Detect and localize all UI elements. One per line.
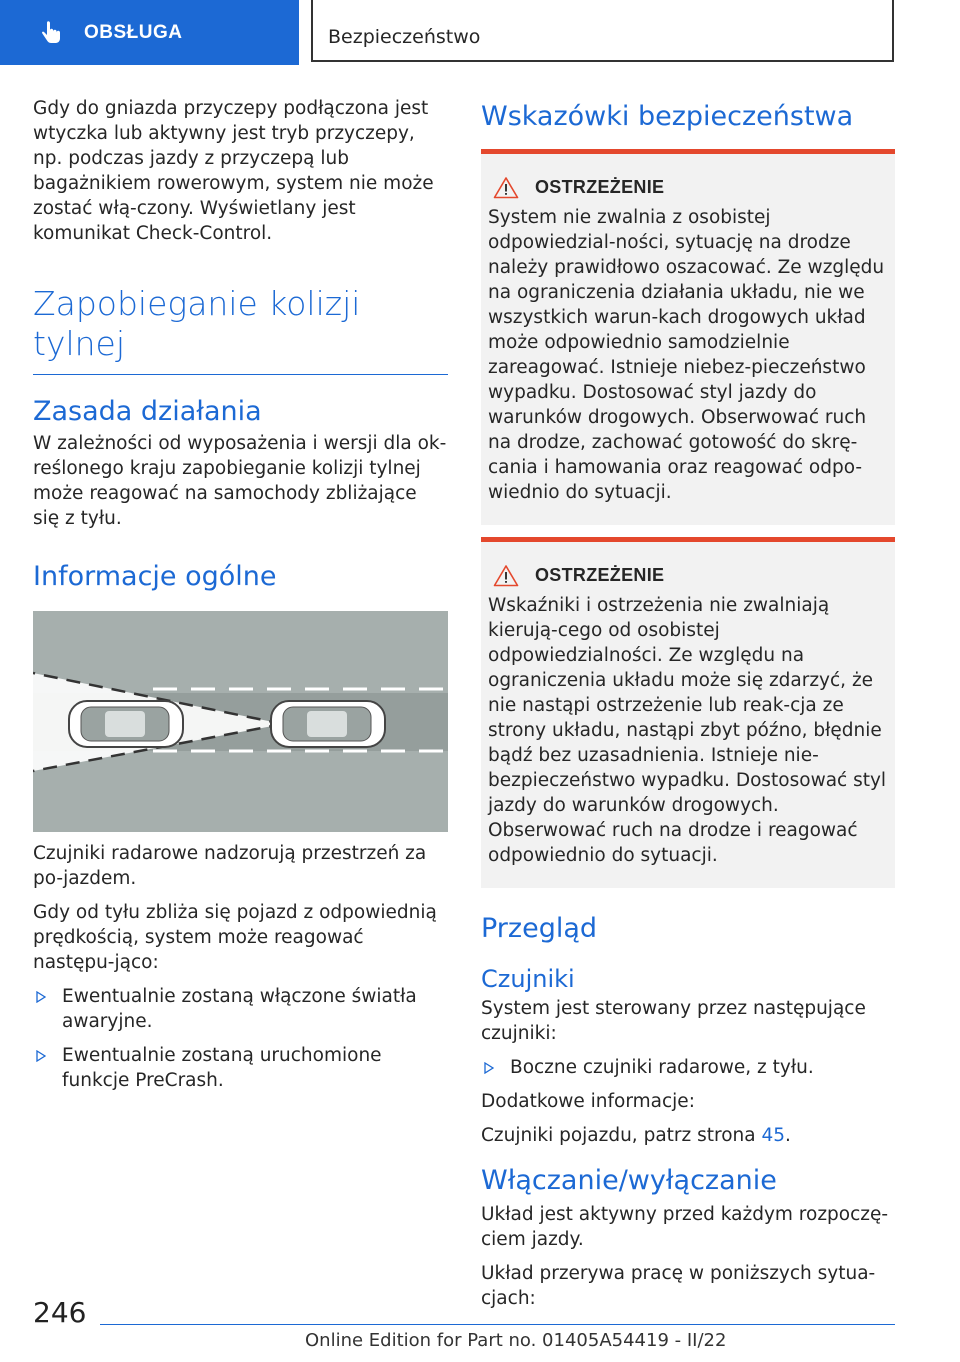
- additional-info: Dodatkowe informacje:: [481, 1091, 695, 1112]
- chapter-label: Bezpieczeństwo: [328, 26, 481, 48]
- warning-text: Wskaźniki i ostrzeżenia nie zwalniają kierują-cego od osobistej odpowiedzialności. Ze względu na ograniczenia układu może się zdarzyć, że nie nastąpi ostrzeżenie lub reak-cja ze strony układu, nastąpi zbyt późno, błędnie bądź bez uzasadnienia. Istnieje nie-bezpieczeństwo wypadku. Dostosować styl jazdy do warunków drogowych. Obserwować ruch na drodze i reagować odpowiednio do sytuacji.: [488, 595, 887, 866]
- right-column: [481, 96, 895, 1311]
- page-link[interactable]: 45: [761, 1125, 786, 1146]
- warning-box: [481, 537, 895, 888]
- intro-paragraph: Gdy do gniazda przyczepy podłączona jest wtyczka lub aktywny jest tryb przyczepy, np. podczas jazdy z przyczepą lub bagażnikiem rowerowym, system nie może zostać włą-czony. Wyświetlany jest komunikat Check-Control.: [33, 98, 434, 244]
- principle-text: W zależności od wyposażenia i wersji dla ok-reślonego kraju zapobieganie kolizji tylnej może reagować na samochody zbliżające się z tyłu.: [33, 433, 447, 529]
- radar-illustration: [33, 611, 448, 832]
- onoff-heading: Włączanie/wyłączanie: [481, 1165, 777, 1196]
- radar-diagram: [33, 611, 448, 832]
- principle-heading: Zasada działania: [33, 396, 262, 427]
- hand-pointer-icon: [38, 20, 64, 46]
- onoff-text-2: Układ przerywa pracę w poniższych sytua-cjach:: [481, 1263, 876, 1309]
- vehicle-sensors-ref: Czujniki pojazdu, patrz strona 45.: [481, 1125, 791, 1146]
- sensors-intro: System jest sterowany przez następujące czujniki:: [481, 998, 866, 1044]
- chapter-header: [311, 0, 894, 62]
- left-column: [33, 96, 448, 1093]
- general-heading: Informacje ogólne: [33, 561, 277, 592]
- title-rule: [33, 374, 448, 375]
- sensors-list: [481, 1055, 895, 1080]
- edition-footer: Online Edition for Part no. 01405A54419 - II/22: [305, 1330, 727, 1351]
- warning-title: OSTRZEŻENIE: [535, 565, 665, 585]
- triangle-bullet-icon: [36, 991, 46, 1003]
- rear-car: [69, 701, 183, 747]
- page-number: 246: [33, 1296, 87, 1329]
- warning-text: System nie zwalnia z osobistej odpowiedzial-ności, sytuację na drodze należy prawidłowo oszacować. Ze względu na ograniczenia działania układu, nie we wszystkich warun-kach drogowych układ może odpowiednio samodzielnie zareagować. Istnieje niebez-pieczeństwo wypadku. Dostosować styl jazdy do warunków drogowych. Obserwować ruch na drodze, zachować gotowość do skrę-cania i hamowania oraz reagować odpo-wiednio do sytuacji.: [488, 207, 885, 503]
- reaction-paragraph: Gdy od tyłu zbliża się pojazd z odpowiednią prędkością, system może reagować następu-jąco:: [33, 902, 437, 973]
- sensors-heading: Czujniki: [481, 965, 575, 993]
- sensors-paragraph: Czujniki radarowe nadzorują przestrzeń za po-jazdem.: [33, 843, 427, 889]
- page-title: Zapobieganie kolizji tylnej: [33, 284, 361, 363]
- triangle-bullet-icon: [36, 1050, 46, 1062]
- own-car: [271, 701, 385, 747]
- section-tab[interactable]: [0, 0, 299, 65]
- list-item: Boczne czujniki radarowe, z tyłu.: [481, 1055, 895, 1080]
- warning-box: [481, 149, 895, 525]
- list-item: Ewentualnie zostaną włączone światła awaryjne.: [33, 984, 448, 1034]
- warning-triangle-icon: [493, 564, 519, 587]
- triangle-bullet-icon: [484, 1062, 494, 1074]
- warning-title: OSTRZEŻENIE: [535, 177, 665, 197]
- list-item: Ewentualnie zostaną uruchomione funkcje PreCrash.: [33, 1043, 448, 1093]
- onoff-text-1: Układ jest aktywny przed każdym rozpoczę-ciem jazdy.: [481, 1204, 889, 1250]
- overview-heading: Przegląd: [481, 913, 598, 944]
- footer-rule: [100, 1324, 895, 1325]
- warning-triangle-icon: [493, 176, 519, 199]
- safety-heading: Wskazówki bezpieczeństwa: [481, 101, 854, 132]
- section-label: OBSŁUGA: [84, 21, 183, 43]
- reaction-list: [33, 984, 448, 1093]
